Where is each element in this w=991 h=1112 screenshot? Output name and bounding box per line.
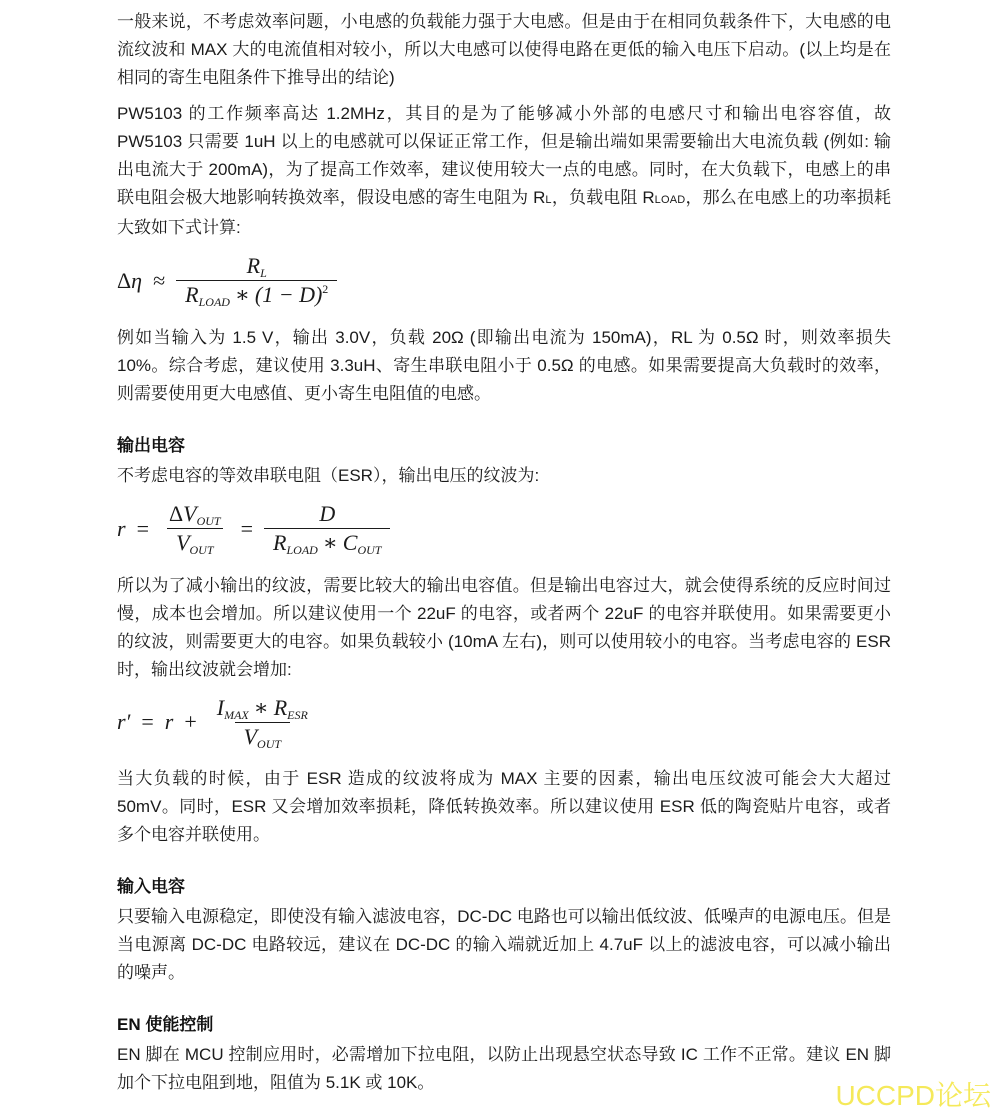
- heading-output-capacitor: 输出电容: [117, 435, 185, 455]
- formula-ripple-with-esr: [117, 694, 891, 752]
- formula-lhs: r: [117, 515, 126, 541]
- para-inductor-load-capability: 一般来说，不考虑效率问题，小电感的负载能力强于大电感。但是由于在相同负载条件下，大电感的电流纹波和 MAX 大的电流值相对较小，所以大电感可以使得电路在更低的输入电压下启动。(以上均是在相同的寄生电阻条件下推导出的结论): [117, 12, 891, 87]
- fraction: $\frac{R_L}{R_{LOAD} ∗ (1 - D)^2}$: [176, 252, 337, 310]
- para-input-capacitor: 只要输入电源稳定，即使没有输入滤波电容，DC-DC 电路也可以输出低纹波、低噪声的电源电压。但是当电源离 DC-DC 电路较远，建议在 DC-DC 的输入端就近加上 4.7uF 以上的滤波电容，可以减小输出的噪声。: [117, 907, 891, 983]
- fraction: $\frac{\Delta V_{OUT}}{V_{OUT}}$: [168, 500, 221, 558]
- approx-sign: ≈: [153, 267, 166, 293]
- para-text: ，那么在电感上的功率损耗大致如下式计算:: [117, 188, 892, 237]
- formula-lhs: r′: [117, 709, 131, 735]
- plus-sign: +: [184, 709, 197, 735]
- formula-expression: [117, 500, 390, 558]
- equals-sign: =: [240, 515, 254, 541]
- formula-lhs: Δη: [117, 267, 143, 293]
- para-esr-effects: 当大负载的时候，由于 ESR 造成的纹波将成为 MAX 主要的因素，输出电压纹波可能会大大超过 50mV。同时，ESR 又会增加效率损耗，降低转换效率。所以建议使用 ESR 低的陶瓷贴片电容，或者多个电容并联使用。: [117, 769, 891, 845]
- subscript-rload: LOAD: [654, 194, 686, 206]
- para-efficiency-example: 例如当输入为 1.5 V，输出 3.0V，负载 20Ω (即输出电流为 150mA)，RL 为 0.5Ω 时，则效率损失 10%。综合考虑，建议使用 3.3uH、寄生串联电阻小于 0.5Ω 的电感。如果需要提高大负载时的效率，则需要使用更大电感值、更小寄生电阻值的电感。: [117, 327, 891, 403]
- para-text: ，负载电阻 R: [551, 188, 655, 207]
- para-en-pulldown: EN 脚在 MCU 控制应用时，必需增加下拉电阻，以防止出现悬空状态导致 IC 工作不正常。建议 EN 脚加个下拉电阻到地，阻值为 5.1K 或 10K。: [117, 1045, 891, 1093]
- fraction: $\frac{I_{MAX} ∗ R_{ESR}}{V_{OUT}}$: [216, 694, 308, 751]
- formula-output-ripple: [117, 500, 891, 558]
- watermark-uccpd: UCCPD论坛: [835, 1079, 991, 1111]
- para-output-capacitor-advice: 所以为了减小输出的纹波，需要比较大的输出电容值。但是输出电容过大，就会使得系统的反应时间过慢，成本也会增加。所以建议使用一个 22uF 的电容，或者两个 22uF 的电容并联使用。如果需要更小的纹波，则需要更大的电容。如果负载较小 (10mA 左右)，则可以使用较小的电容。当考虑电容的 ESR 时，输出纹波就会增加:: [117, 575, 891, 679]
- para-switching-frequency: [117, 100, 891, 242]
- formula-efficiency-loss: [117, 252, 891, 310]
- heading-en-control: EN 使能控制: [117, 1015, 214, 1035]
- formula-expression: [117, 252, 337, 310]
- document-body: [117, 8, 891, 1105]
- para-esr-intro: 不考虑电容的等效串联电阻（ESR），输出电压的纹波为:: [117, 465, 540, 485]
- fraction: $\frac{D}{R_{LOAD} ∗ C_{OUT}}$: [264, 500, 390, 558]
- equals-sign: =: [136, 515, 149, 541]
- equals-sign: =: [141, 709, 154, 735]
- subscript-rl: L: [545, 194, 552, 206]
- para-text: PW5103 的工作频率高达 1.2MHz，其目的是为了能够减小外部的电感尺寸和输出电容容值，故 PW5103 只需要 1uH 以上的电感就可以保证正常工作，但是输出端如果需要输出大电流负载 (例如: 输出电流大于 200mA)，为了提高工作效率，建议使用较大一点的电感。同时，在大负载下，电感上的串联电阻会极大地影响转换效率，假设电感的寄生电阻为 R: [117, 104, 891, 207]
- heading-input-capacitor: 输入电容: [117, 877, 185, 897]
- formula-r-term: r: [164, 709, 174, 735]
- formula-expression: [117, 694, 317, 752]
